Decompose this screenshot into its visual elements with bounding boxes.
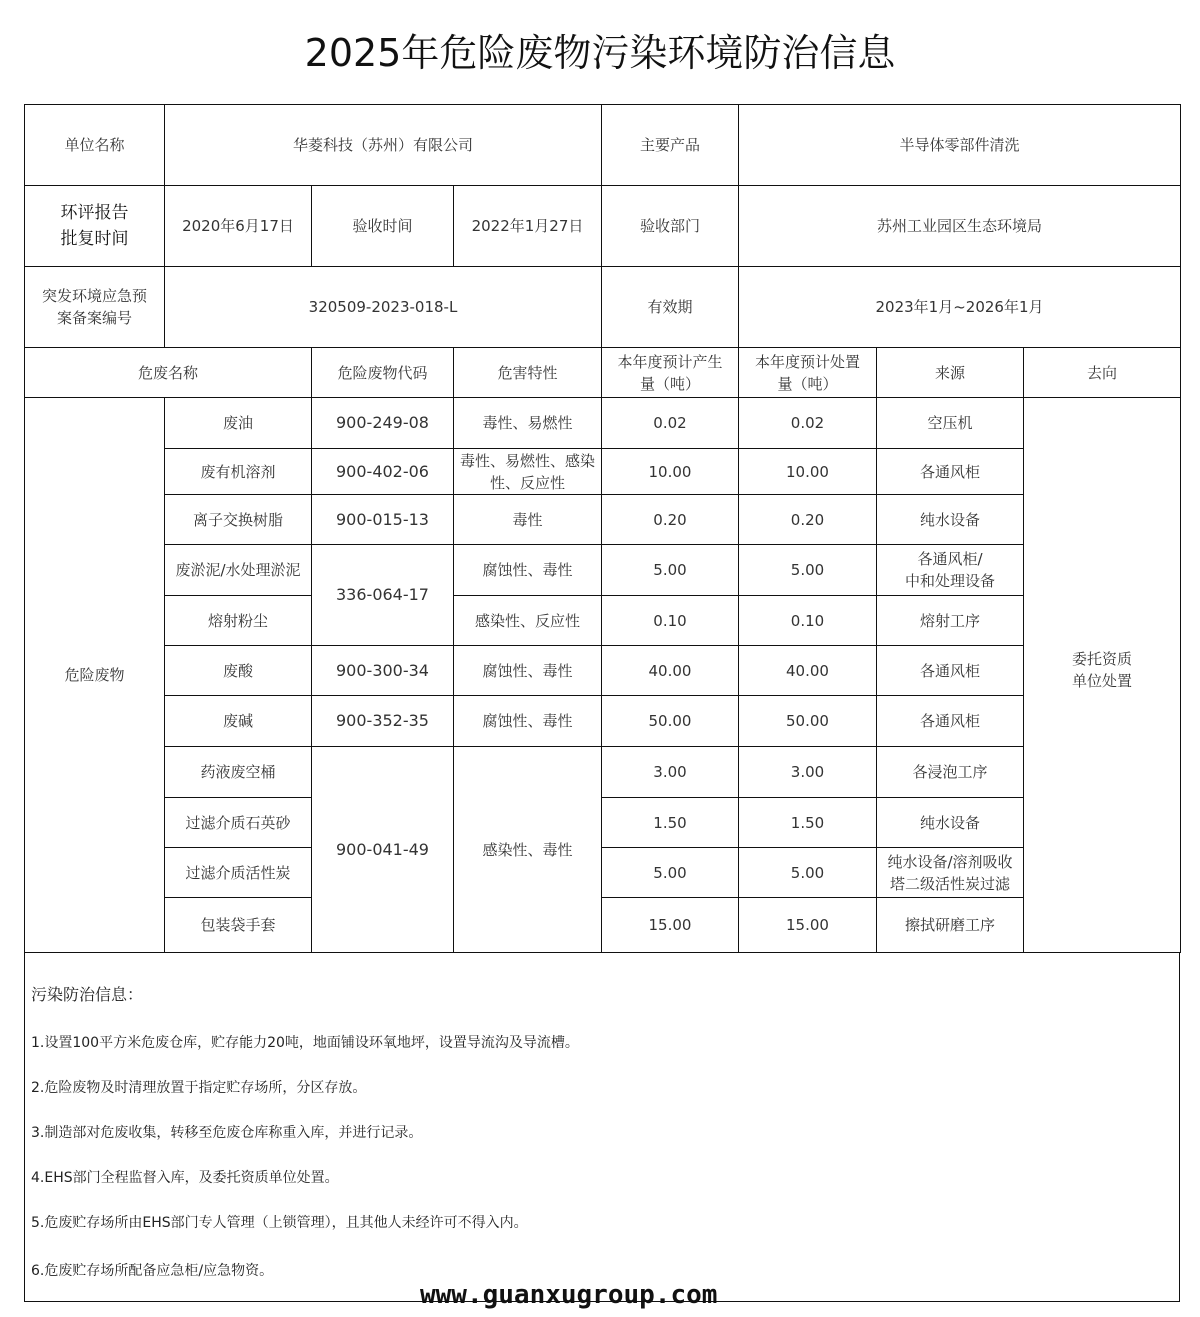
waste-hazard: 腐蚀性、毒性 bbox=[454, 646, 602, 696]
waste-produced: 15.00 bbox=[602, 898, 739, 953]
waste-code: 900-402-06 bbox=[312, 449, 454, 495]
acceptance-time-value: 2022年1月27日 bbox=[454, 186, 602, 267]
note-item: 5.危废贮存场所由EHS部门专人管理（上锁管理），且其他人未经许可不得入内。 bbox=[31, 1215, 528, 1231]
waste-hazard-line1: 毒性、易燃性、感染 bbox=[459, 451, 595, 470]
waste-name: 过滤介质石英砂 bbox=[165, 798, 312, 848]
waste-disposed: 1.50 bbox=[739, 798, 877, 848]
waste-produced: 1.50 bbox=[602, 798, 739, 848]
waste-produced: 3.00 bbox=[602, 747, 739, 798]
waste-source bbox=[877, 545, 1024, 596]
emergency-label-line2: 案备案编号 bbox=[56, 309, 132, 327]
watermark-url: www.guanxugroup.com bbox=[420, 1280, 718, 1310]
validity-value: 2023年1月~2026年1月 bbox=[739, 267, 1181, 348]
header-source: 来源 bbox=[877, 348, 1024, 398]
header-disposed bbox=[739, 348, 877, 398]
destination-line2: 单位处置 bbox=[1071, 672, 1132, 690]
waste-disposed: 50.00 bbox=[739, 696, 877, 747]
waste-name: 过滤介质活性炭 bbox=[165, 848, 312, 898]
note-item: 6.危废贮存场所配备应急柜/应急物资。 bbox=[31, 1263, 274, 1279]
company-label: 单位名称 bbox=[25, 105, 165, 186]
waste-source-line2: 塔二级活性炭过滤 bbox=[889, 874, 1010, 893]
waste-disposed: 10.00 bbox=[739, 449, 877, 495]
waste-produced: 40.00 bbox=[602, 646, 739, 696]
waste-name: 离子交换树脂 bbox=[165, 495, 312, 545]
eia-label-line1 bbox=[25, 186, 29, 187]
validity-label: 有效期 bbox=[602, 267, 739, 348]
waste-disposed: 3.00 bbox=[739, 747, 877, 798]
table-row bbox=[25, 545, 1181, 596]
waste-hazard: 毒性 bbox=[454, 495, 602, 545]
info-row-dates bbox=[25, 186, 1181, 267]
waste-source: 熔射工序 bbox=[877, 596, 1024, 646]
product-label: 主要产品 bbox=[602, 105, 739, 186]
waste-produced: 0.10 bbox=[602, 596, 739, 646]
waste-source: 各浸泡工序 bbox=[877, 747, 1024, 798]
waste-produced: 5.00 bbox=[602, 848, 739, 898]
header-name: 危废名称 bbox=[25, 348, 312, 398]
waste-name: 熔射粉尘 bbox=[165, 596, 312, 646]
info-row-company bbox=[25, 105, 1181, 186]
header-disposed-line2: 量（吨） bbox=[777, 374, 838, 393]
waste-source: 各通风柜 bbox=[877, 646, 1024, 696]
waste-source: 空压机 bbox=[877, 398, 1024, 449]
waste-source: 各通风柜 bbox=[877, 449, 1024, 495]
waste-code: 900-352-35 bbox=[312, 696, 454, 747]
pollution-prevention-notes bbox=[24, 952, 1180, 1302]
header-produced-line1: 本年度预计产生 bbox=[617, 352, 723, 371]
waste-source: 纯水设备 bbox=[877, 798, 1024, 848]
table-row bbox=[25, 495, 1181, 545]
waste-produced: 10.00 bbox=[602, 449, 739, 495]
header-disposed-line1: 本年度预计处置 bbox=[754, 352, 860, 371]
waste-name: 药液废空桶 bbox=[165, 747, 312, 798]
note-item: 4.EHS部门全程监督入库，及委托资质单位处置。 bbox=[31, 1170, 339, 1186]
header-code: 危险废物代码 bbox=[312, 348, 454, 398]
waste-name: 废油 bbox=[165, 398, 312, 449]
acceptance-time-label: 验收时间 bbox=[312, 186, 454, 267]
waste-source: 各通风柜 bbox=[877, 696, 1024, 747]
header-produced-line2: 量（吨） bbox=[639, 374, 700, 393]
table-header-row bbox=[25, 348, 1181, 398]
waste-source-line1: 各通风柜/ bbox=[917, 550, 983, 568]
table-row bbox=[25, 798, 1181, 848]
waste-hazard: 腐蚀性、毒性 bbox=[454, 545, 602, 596]
waste-name: 废有机溶剂 bbox=[165, 449, 312, 495]
waste-name: 包装袋手套 bbox=[165, 898, 312, 953]
waste-disposed: 5.00 bbox=[739, 545, 877, 596]
waste-code: 900-300-34 bbox=[312, 646, 454, 696]
acceptance-dept-value: 苏州工业园区生态环境局 bbox=[739, 186, 1181, 267]
eia-value: 2020年6月17日 bbox=[165, 186, 312, 267]
waste-hazard: 腐蚀性、毒性 bbox=[454, 696, 602, 747]
eia-label-line2 bbox=[25, 188, 29, 189]
header-destination: 去向 bbox=[1024, 348, 1181, 398]
waste-produced: 0.02 bbox=[602, 398, 739, 449]
product-value: 半导体零部件清洗 bbox=[739, 105, 1181, 186]
company-value: 华菱科技（苏州）有限公司 bbox=[165, 105, 602, 186]
waste-source-line1: 纯水设备/溶剂吸收 bbox=[887, 852, 1013, 871]
page-title: 2025年危险废物污染环境防治信息 bbox=[304, 31, 896, 75]
category-cell: 危险废物 bbox=[25, 398, 165, 953]
waste-code: 900-249-08 bbox=[312, 398, 454, 449]
table-row bbox=[25, 596, 1181, 646]
destination-line1: 委托资质 bbox=[1071, 650, 1132, 668]
eia-label: 环评报告批复时间 bbox=[60, 203, 129, 249]
waste-hazard: 毒性、易燃性 bbox=[454, 398, 602, 449]
waste-disposed: 0.20 bbox=[739, 495, 877, 545]
emergency-label bbox=[25, 267, 165, 348]
acceptance-dept-label: 验收部门 bbox=[602, 186, 739, 267]
info-row-emergency bbox=[25, 267, 1181, 348]
waste-code: 900-015-13 bbox=[312, 495, 454, 545]
waste-disposed: 15.00 bbox=[739, 898, 877, 953]
waste-name: 废酸 bbox=[165, 646, 312, 696]
table-row bbox=[25, 898, 1181, 953]
waste-hazard bbox=[454, 449, 602, 495]
waste-hazard: 感染性、毒性 bbox=[454, 747, 602, 953]
header-produced bbox=[602, 348, 739, 398]
table-row bbox=[25, 747, 1181, 798]
waste-name: 废碱 bbox=[165, 696, 312, 747]
waste-produced: 0.20 bbox=[602, 495, 739, 545]
waste-source-line2: 中和处理设备 bbox=[904, 572, 995, 590]
header-hazard: 危害特性 bbox=[454, 348, 602, 398]
table-row bbox=[25, 449, 1181, 495]
table-row bbox=[25, 398, 1181, 449]
waste-source: 擦拭研磨工序 bbox=[877, 898, 1024, 953]
table-row bbox=[25, 646, 1181, 696]
waste-disposed: 0.02 bbox=[739, 398, 877, 449]
table-row bbox=[25, 696, 1181, 747]
note-item: 1.设置100平方米危废仓库，贮存能力20吨，地面铺设环氧地坪，设置导流沟及导流槽。 bbox=[31, 1035, 579, 1051]
waste-produced: 5.00 bbox=[602, 545, 739, 596]
destination-cell bbox=[1024, 398, 1181, 953]
waste-disposed: 5.00 bbox=[739, 848, 877, 898]
waste-hazard-line2: 性、反应性 bbox=[489, 473, 565, 492]
waste-produced: 50.00 bbox=[602, 696, 739, 747]
eia-label-cell bbox=[25, 186, 165, 267]
waste-code: 900-041-49 bbox=[312, 747, 454, 953]
note-item: 2.危险废物及时清理放置于指定贮存场所，分区存放。 bbox=[31, 1080, 367, 1096]
table-row bbox=[25, 848, 1181, 898]
notes-heading: 污染防治信息： bbox=[31, 985, 144, 1004]
waste-disposed: 0.10 bbox=[739, 596, 877, 646]
emergency-value: 320509-2023-018-L bbox=[165, 267, 602, 348]
waste-disposed: 40.00 bbox=[739, 646, 877, 696]
waste-code: 336-064-17 bbox=[312, 545, 454, 646]
hazardous-waste-table bbox=[24, 104, 1181, 953]
waste-source bbox=[877, 848, 1024, 898]
waste-name: 废淤泥/水处理淤泥 bbox=[165, 545, 312, 596]
waste-hazard: 感染性、反应性 bbox=[454, 596, 602, 646]
waste-source: 纯水设备 bbox=[877, 495, 1024, 545]
emergency-label-line1: 突发环境应急预 bbox=[41, 287, 147, 305]
note-item: 3.制造部对危废收集，转移至危废仓库称重入库，并进行记录。 bbox=[31, 1125, 423, 1141]
